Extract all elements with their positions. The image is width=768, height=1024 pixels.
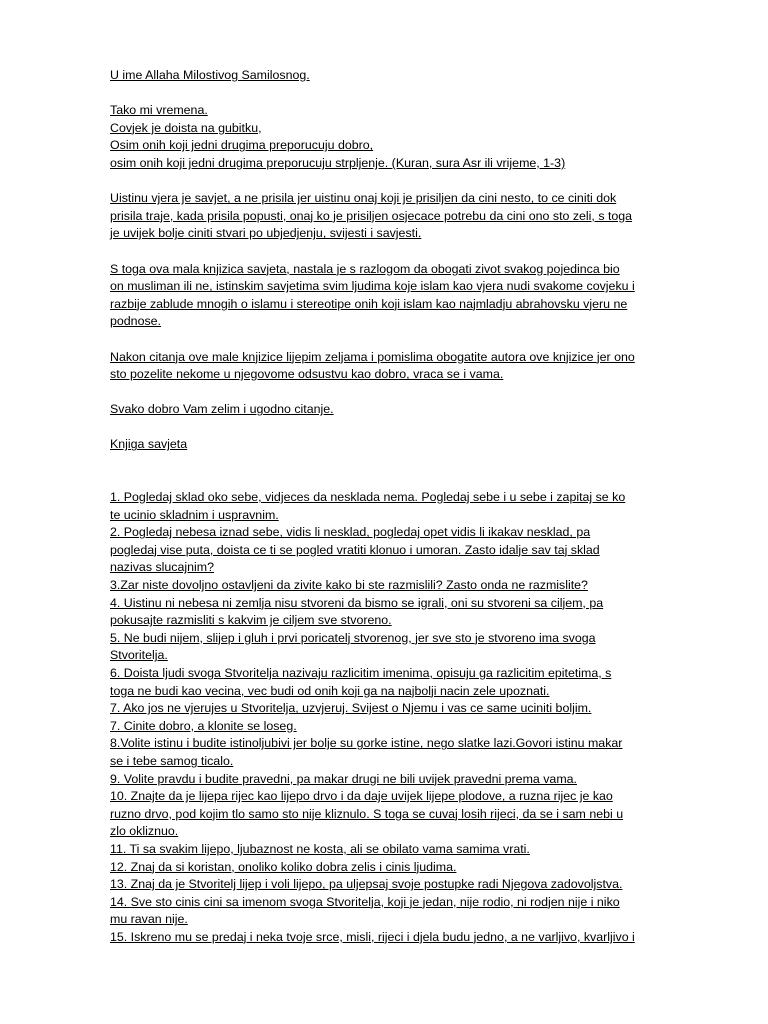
list-item-line: 14. Sve sto cinis cini sa imenom svoga Stvoritelja, koji je jedan, nije rodio, ni rodjen nije i niko (110, 894, 620, 909)
list-item (110, 595, 716, 630)
paragraph-line: Svako dobro Vam zelim i ugodno citanje. (110, 402, 334, 417)
advice-list (110, 489, 716, 946)
list-item-line: toga ne budi kao vecina, vec budi od onih koji ga na najbolji nacin zele upoznati. (110, 683, 550, 698)
verse-line: osim onih koji jedni drugima preporucuju strpljenje. (Kuran, sura Asr ili vrijeme, 1-3) (110, 155, 566, 170)
list-item (110, 700, 716, 718)
list-item-line: 7. Ako jos ne vjerujes u Stvoritelja, uzvjeruj. Svijest o Njemu i vas ce same uciniti boljim. (110, 701, 592, 716)
list-item (110, 841, 716, 859)
verse-block (110, 102, 716, 172)
list-item-line: 3.Zar niste dovoljno ostavljeni da zivite kako bi ste razmislili? Zasto onda ne razmislite? (110, 578, 588, 593)
list-item (110, 577, 716, 595)
paragraph-line: razbije zablude mnogih o islamu i stereotipe onih koji islam kao najmladju abrahovsku vjeru ne (110, 296, 628, 311)
list-item-line: pokusajte razmisliti s kakvim je ciljem sve stvoreno. (110, 613, 392, 628)
list-item-line: se i tebe samog ticalo. (110, 753, 234, 768)
list-item (110, 859, 716, 877)
list-item-line: 15. Iskreno mu se predaj i neka tvoje srce, misli, rijeci i djela budu jedno, a ne varljivo, kvarljivo i (110, 929, 635, 944)
list-item-line: mu ravan nije. (110, 912, 188, 927)
list-item-line: pogledaj vise puta, doista ce ti se pogled vratiti klonuo i umoran. Zasto idalje sav taj sklad (110, 542, 600, 557)
book-title (110, 436, 716, 454)
list-item-line: Stvoritelja. (110, 648, 168, 663)
list-item-line: 1. Pogledaj sklad oko sebe, vidjeces da nesklada nema. Pogledaj sebe i u sebe i zapitaj se ko (110, 490, 626, 505)
document-page (110, 67, 716, 947)
list-item (110, 524, 716, 577)
paragraph-line: Nakon citanja ove male knjizice lijepim zeljama i pomislima obogatite autora ove knjizice jer ono (110, 349, 635, 364)
list-item (110, 489, 716, 524)
list-item-line: 5. Ne budi nijem, slijep i gluh i prvi poricatelj stvorenog, jer sve sto je stvoreno ima svoga (110, 630, 596, 645)
document-heading (110, 67, 716, 85)
list-item (110, 665, 716, 700)
list-item (110, 929, 716, 947)
list-item (110, 894, 716, 929)
list-item-line: 10. Znajte da je lijepa rijec kao lijepo drvo i da daje uvijek lijepe plodove, a ruzna rijec je kao (110, 789, 613, 804)
list-item-line: 8.Volite istinu i budite istinoljubivi jer bolje su gorke istine, nego slatke lazi.Govori istinu makar (110, 736, 623, 751)
intro-paragraph (110, 190, 716, 243)
list-item (110, 718, 716, 736)
heading-line: U ime Allaha Milostivog Samilosnog. (110, 68, 310, 82)
list-item-line: nazivas slucajnim? (110, 560, 214, 575)
list-item (110, 771, 716, 789)
list-item-line: 11. Ti sa svakim lijepo, ljubaznost ne kosta, ali se obilato vama samima vrati. (110, 841, 530, 856)
paragraph-line: S toga ova mala knjizica savjeta, nastala je s razlogom da obogati zivot svakog pojedinca bio (110, 261, 620, 276)
list-item-line: zlo okliznuo. (110, 824, 179, 839)
list-item (110, 735, 716, 770)
list-item-line: 6. Doista ljudi svoga Stvoritelja nazivaju razlicitim imenima, opisuju ga razlicitim epitetima, s (110, 666, 612, 680)
list-item (110, 788, 716, 841)
list-item-line: 9. Volite pravdu i budite pravedni, pa makar drugi ne bili uvijek pravedni prema vama. (110, 771, 577, 786)
list-item-line: te ucinio skladnim i uspravnim. (110, 507, 279, 522)
greeting-paragraph (110, 401, 716, 419)
list-item-line: 7. Cinite dobro, a klonite se loseg. (110, 718, 297, 733)
verse-line: Osim onih koji jedni drugima preporucuju dobro, (110, 138, 374, 153)
paragraph-line: sto pozelite nekome u njegovome odsustvu kao dobro, vraca se i vama. (110, 367, 504, 382)
paragraph-line: je uvijek bolje ciniti stvari po ubjedjenju, svijesti i savjesti. (110, 226, 422, 241)
paragraph-line: on musliman ili ne, istinskim savjetima svim ljudima koje islam kao vjera nudi svakome covjeku i (110, 279, 635, 294)
verse-line: Tako mi vremena. (110, 103, 208, 118)
verse-line: Covjek je doista na gubitku, (110, 120, 262, 135)
request-paragraph (110, 349, 716, 384)
book-title-text: Knjiga savjeta (110, 437, 188, 452)
list-item-line: 4. Uistinu ni nebesa ni zemlja nisu stvoreni da bismo se igrali, oni su stvoreni sa ciljem, pa (110, 595, 604, 610)
paragraph-line: podnose. (110, 314, 161, 329)
list-item-line: 13. Znaj da je Stvoritelj lijep i voli lijepo, pa uljepsaj svoje postupke radi Njegova zadovoljstva. (110, 877, 623, 892)
paragraph-line: prisila traje, kada prisila popusti, onaj ko je prisiljen osjecace potrebu da cini ono sto zeli, s toga (110, 208, 633, 223)
paragraph-line: Uistinu vjera je savjet, a ne prisila jer uistinu onaj koji je prisiljen da cini nesto, to ce ciniti dok (110, 191, 617, 206)
list-item-line: ruzno drvo, pod kojim tlo samo sto nije kliznulo. S toga se cuvaj losih rijeci, da se i sam nebi u (110, 806, 624, 821)
list-item-line: 12. Znaj da si koristan, onoliko koliko dobra zelis i cinis ljudima. (110, 859, 457, 874)
list-item-line: 2. Pogledaj nebesa iznad sebe, vidis li nesklad, pogledaj opet vidis li ikakav nesklad, pa (110, 525, 591, 540)
purpose-paragraph (110, 261, 716, 331)
list-item (110, 876, 716, 894)
list-item (110, 630, 716, 665)
